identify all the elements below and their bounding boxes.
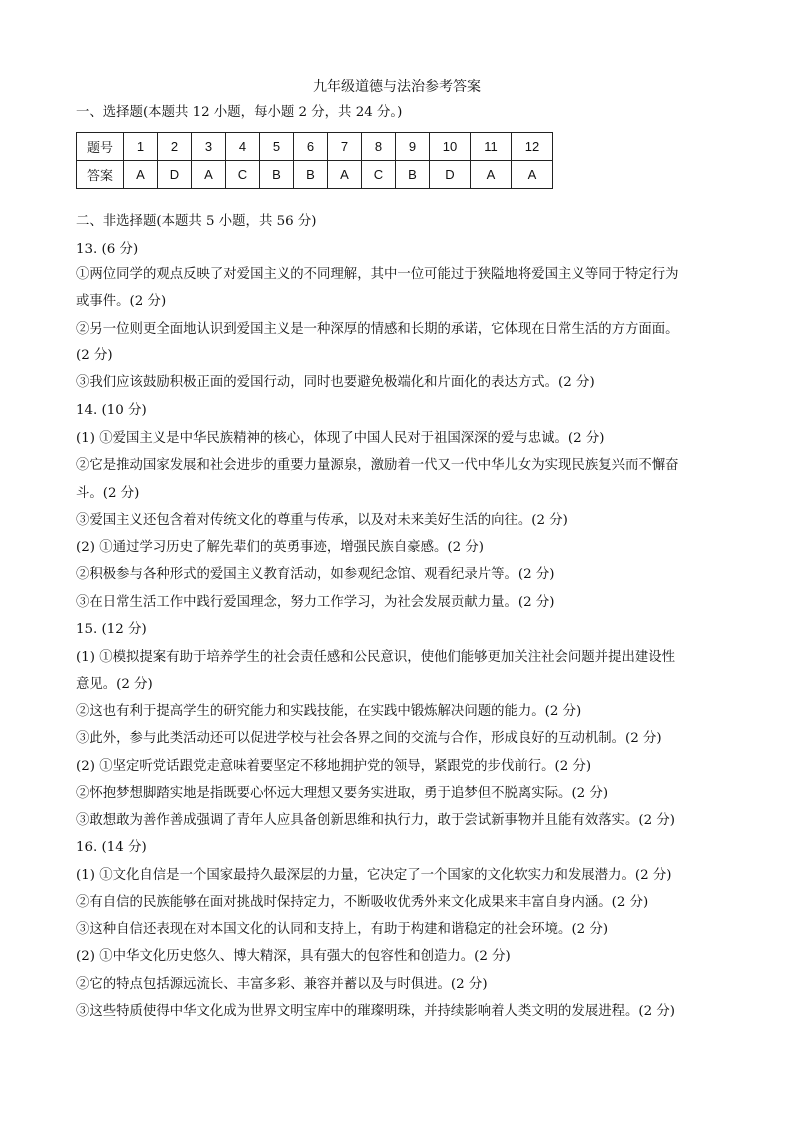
answer-line: ③这些特质使得中华文化成为世界文明宝库中的璀璨明珠，并持续影响着人类文明的发展进程。(2 分): [76, 1004, 676, 1019]
table-cell: A: [192, 161, 226, 189]
answer-line: 15. (12 分): [76, 622, 147, 637]
table-cell: 11: [471, 133, 512, 161]
table-cell: 6: [294, 133, 328, 161]
answer-line: ③敢想敢为善作善成强调了青年人应具备创新思维和执行力，敢于尝试新事物并且能有效落实。(2 分): [76, 813, 676, 828]
table-row-answers: [77, 161, 553, 189]
table-cell: A: [328, 161, 362, 189]
answer-line: ②积极参与各种形式的爱国主义教育活动，如参观纪念馆、观看纪录片等。(2 分): [76, 567, 555, 582]
section1-heading: 一、选择题(本题共 12 小题，每小题 2 分，共 24 分。): [76, 105, 403, 120]
answer-line: (2 分): [76, 348, 113, 363]
answer-table: [76, 132, 553, 189]
answer-line: 斗。(2 分): [76, 486, 140, 501]
answer-line: (1) ①文化自信是一个国家最持久最深层的力量，它决定了一个国家的文化软实力和发展潜力。(2 分): [76, 868, 672, 883]
answer-line: ②这也有利于提高学生的研究能力和实践技能，在实践中锻炼解决问题的能力。(2 分): [76, 704, 582, 719]
table-cell: D: [430, 161, 471, 189]
table-header-answer: 答案: [77, 161, 124, 189]
answer-line: ③我们应该鼓励积极正面的爱国行动，同时也要避免极端化和片面化的表达方式。(2 分): [76, 375, 595, 390]
table-cell: 9: [396, 133, 430, 161]
answer-line: 13. (6 分): [76, 242, 139, 257]
answer-line: ②它是推动国家发展和社会进步的重要力量源泉，激励着一代又一代中华儿女为实现民族复兴而不懈奋: [76, 458, 679, 473]
table-row-numbers: [77, 133, 553, 161]
table-cell: 12: [512, 133, 553, 161]
answer-line: (2) ①通过学习历史了解先辈们的英勇事迹，增强民族自豪感。(2 分): [76, 540, 484, 555]
table-cell: D: [158, 161, 192, 189]
table-cell: 8: [362, 133, 396, 161]
answer-line: (1) ①爱国主义是中华民族精神的核心，体现了中国人民对于祖国深深的爱与忠诚。(2 分): [76, 431, 605, 446]
answer-line: ②另一位则更全面地认识到爱国主义是一种深厚的情感和长期的承诺，它体现在日常生活的方方面面。: [76, 322, 679, 337]
table-cell: B: [294, 161, 328, 189]
answer-line: ③这种自信还表现在对本国文化的认同和支持上，有助于构建和谐稳定的社会环境。(2 分): [76, 922, 609, 937]
answer-line: ②它的特点包括源远流长、丰富多彩、兼容并蓄以及与时俱进。(2 分): [76, 977, 488, 992]
table-header-number: 题号: [77, 133, 124, 161]
answer-line: ②有自信的民族能够在面对挑战时保持定力，不断吸收优秀外来文化成果来丰富自身内涵。(2 分): [76, 895, 649, 910]
table-cell: B: [396, 161, 430, 189]
table-cell: 1: [124, 133, 158, 161]
answer-line: (2) ①中华文化历史悠久、博大精深，具有强大的包容性和创造力。(2 分): [76, 949, 511, 964]
table-cell: 3: [192, 133, 226, 161]
answer-line: 意见。(2 分): [76, 677, 153, 692]
section2-heading: 二、非选择题(本题共 5 小题，共 56 分): [76, 214, 317, 229]
page-title: 九年级道德与法治参考答案: [313, 79, 481, 95]
table-cell: 4: [226, 133, 260, 161]
table-cell: B: [260, 161, 294, 189]
answer-line: ③此外，参与此类活动还可以促进学校与社会各界之间的交流与合作，形成良好的互动机制。(2 分): [76, 731, 662, 746]
answer-line: (2) ①坚定听党话跟党走意味着要坚定不移地拥护党的领导，紧跟党的步伐前行。(2 分): [76, 759, 592, 774]
table-cell: A: [471, 161, 512, 189]
table-cell: C: [362, 161, 396, 189]
answer-line: 14. (10 分): [76, 403, 147, 418]
table-cell: 2: [158, 133, 192, 161]
answer-line: 或事件。(2 分): [76, 294, 167, 309]
table-cell: C: [226, 161, 260, 189]
answer-line: ③爱国主义还包含着对传统文化的尊重与传承，以及对未来美好生活的向往。(2 分): [76, 513, 568, 528]
answer-line: ①两位同学的观点反映了对爱国主义的不同理解，其中一位可能过于狭隘地将爱国主义等同于特定行为: [76, 267, 679, 282]
answer-line: (1) ①模拟提案有助于培养学生的社会责任感和公民意识，使他们能够更加关注社会问题并提出建设性: [76, 650, 676, 665]
table-cell: A: [512, 161, 553, 189]
answer-line: ③在日常生活工作中践行爱国理念，努力工作学习，为社会发展贡献力量。(2 分): [76, 595, 555, 610]
answer-line: ②怀抱梦想脚踏实地是指既要心怀远大理想又要务实进取，勇于追梦但不脱离实际。(2 分): [76, 786, 609, 801]
table-cell: 5: [260, 133, 294, 161]
table-cell: 10: [430, 133, 471, 161]
table-cell: A: [124, 161, 158, 189]
table-cell: 7: [328, 133, 362, 161]
answer-line: 16. (14 分): [76, 840, 147, 855]
